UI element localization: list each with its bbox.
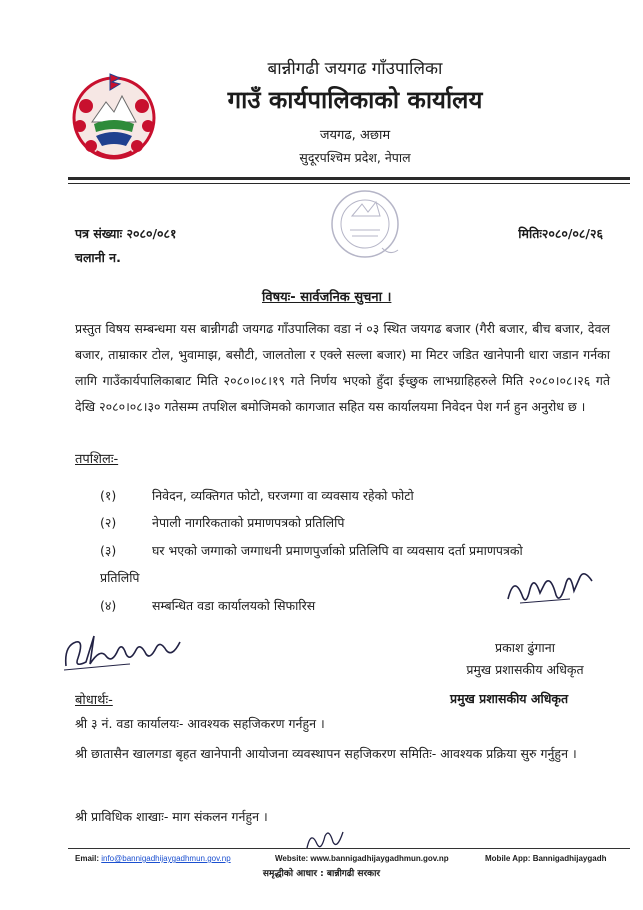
officer-signature	[500, 565, 600, 615]
list-item	[100, 594, 315, 618]
municipality-name: बान्नीगढी जयगढ गाँउपालिका	[267, 59, 443, 79]
letterhead	[190, 56, 520, 168]
reference-block	[75, 222, 177, 270]
list-item-text: सम्बन्धित वडा कार्यालयको सिफारिस	[152, 598, 316, 613]
footer-divider	[68, 848, 630, 849]
signatory-block	[440, 637, 610, 681]
list-item	[100, 539, 620, 563]
office-seal-stamp	[320, 186, 410, 266]
list-item-text: घर भएको जग्गाको जग्गाधनी प्रमाणपुर्जाको प्रतिलिपि वा व्यवसाय दर्ता प्रमाणपत्रको	[152, 543, 523, 558]
footer-website[interactable]: Website: www.bannigadhijaygadhmun.gov.np	[275, 854, 449, 863]
list-item	[100, 484, 414, 508]
office-province: सुदूरपश्चिम प्रदेश, नेपाल	[299, 150, 411, 165]
list-item-text: निवेदन, व्यक्तिगत फोटो, घरजग्गा वा व्यवसाय रहेको फोटो	[152, 488, 414, 503]
signatory-title: प्रमुख प्रशासकीय अधिकृत	[466, 662, 584, 677]
initial-signature	[60, 628, 190, 673]
list-item-number: (४)	[100, 598, 117, 613]
office-place: जयगढ, अछाम	[319, 128, 391, 143]
list-item-number: (३)	[100, 543, 117, 558]
email-label: Email:	[75, 854, 102, 863]
list-item	[100, 511, 345, 535]
cc-recipient: श्री ३ नं. वडा कार्यालयः- आवश्यक सहजिकरण गर्नहुन ।	[75, 716, 325, 731]
signatory-name: प्रकाश ढुंगाना	[495, 640, 555, 655]
email-link[interactable]: info@bannigadhijaygadhmun.gov.np	[101, 854, 231, 863]
list-item-number: (२)	[100, 515, 117, 530]
letter-date: मितिः२०८०/०८/२६	[518, 226, 603, 241]
letter-subject: विषयः- सार्वजनिक सुचना ।	[262, 290, 392, 305]
cc-recipient: श्री प्राविधिक शाखाः- माग संकलन गर्नहुन ।	[75, 809, 268, 824]
header-divider	[68, 177, 630, 180]
details-heading: तपशिलः-	[75, 452, 119, 467]
footer-mobile-app: Mobile App: Bannigadhijaygadh	[485, 854, 607, 863]
designation-stamp: प्रमुख प्रशासकीय अधिकृत	[450, 691, 569, 706]
office-name: गाउँ कार्यपालिकाको कार्यालय	[227, 86, 483, 114]
footer-motto: समृद्धीको आधार : बान्नीगढी सरकार	[262, 869, 381, 879]
nepal-emblem-icon	[66, 66, 162, 166]
letter-number: पत्र संख्याः २०८०/०८१	[75, 226, 177, 241]
header-divider-thin	[68, 183, 630, 184]
footer-initial-signature	[303, 826, 348, 854]
cc-recipient: श्री छातासैन खालगडा बृहत खानेपानी आयोजना व्यवस्थापन सहजिकरण समितिः- आवश्यक प्रक्रिया सुरु गर्नुहुन ।	[75, 746, 577, 761]
list-item-number: (१)	[100, 488, 117, 503]
list-item-text: नेपाली नागरिकताको प्रमाणपत्रको प्रतिलिपि	[152, 515, 345, 530]
footer-email	[75, 852, 231, 866]
list-item-continuation: प्रतिलिपि	[100, 570, 140, 585]
cc-heading: बोधार्थः-	[75, 693, 113, 708]
letter-body: प्रस्तुत विषय सम्बन्धमा यस बान्नीगढी जयगढ गाँउपालिका वडा नं ०३ स्थित जयगढ बजार (गैरी बजार, बीच बजार, देवल बजार, ताम्राकार टोल, भुवामाझ, बसौटी, जालतोला र एक्ले सल्ला बजार) मा मिटर जडित खानेपानी धारा जडान गर्नका लागि गाउँकार्यपालिकाबाट मिति २०८०।०८।१९ गते निर्णय भएको हुँदा ईच्छुक लाभग्राहिहरुले मिति २०८०।०८।२६ गते देखि २०८०।०८।३० गतेसम्म तपशिल बमोजिमको कागजात सहित यस कार्यालयमा निवेदन पेश गर्न हुन अनुरोध छ ।	[75, 321, 610, 414]
dispatch-number: चलानी न.	[75, 250, 121, 265]
